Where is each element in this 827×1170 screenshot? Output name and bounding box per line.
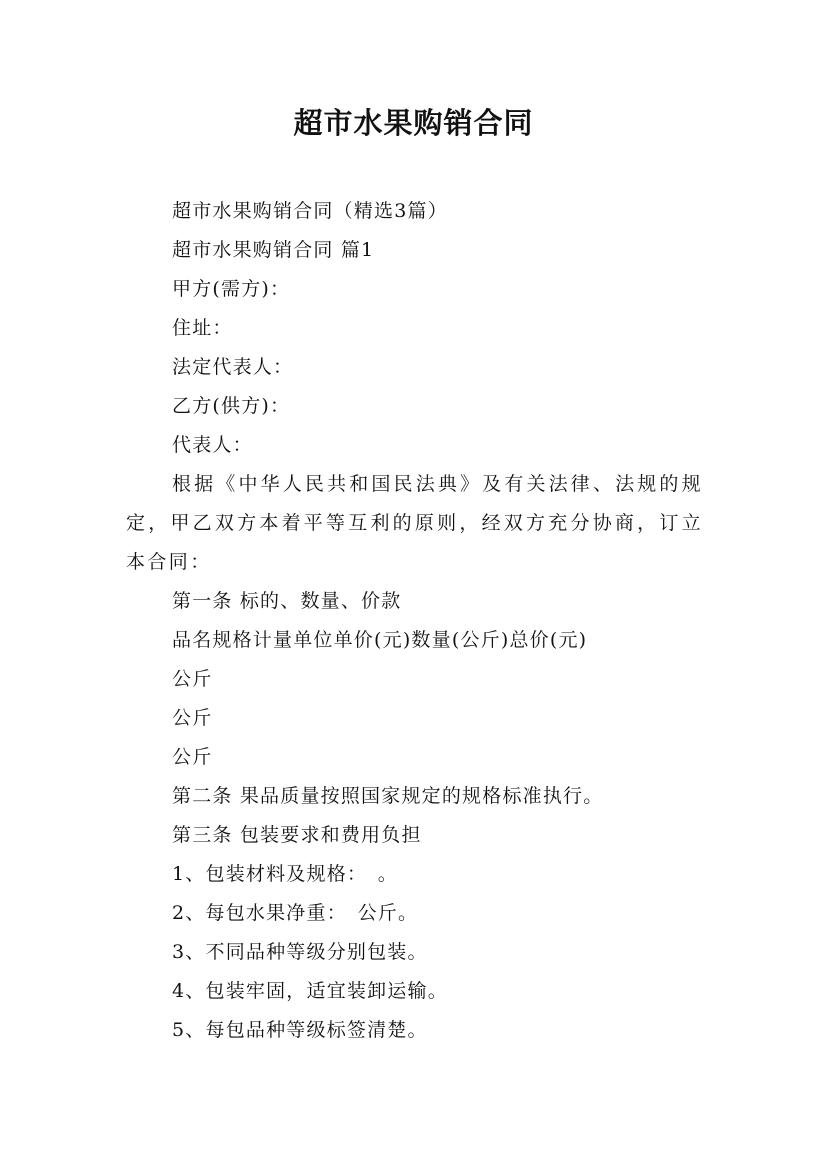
article-1-heading: 第一条 标的、数量、价款 xyxy=(172,590,402,612)
party-a-line: 甲方(需方)： xyxy=(172,278,291,300)
document-body xyxy=(126,192,703,1050)
document-title: 超市水果购销合同 xyxy=(293,106,534,140)
article-3-heading: 第三条 包装要求和费用负担 xyxy=(172,824,422,846)
party-b-line: 乙方(供方)： xyxy=(172,395,291,417)
article-3-item: 4、包装牢固，适宜装卸运输。 xyxy=(172,980,448,1002)
address-line: 住址： xyxy=(172,317,233,339)
article-3-item: 5、每包品种等级标签清楚。 xyxy=(172,1019,428,1041)
table-header-line: 品名规格计量单位单价(元)数量(公斤)总价(元) xyxy=(172,629,588,651)
article-2-line: 第二条 果品质量按照国家规定的规格标准执行。 xyxy=(172,785,604,807)
article-3-item: 3、不同品种等级分别包装。 xyxy=(172,941,428,963)
representative-line: 代表人： xyxy=(172,434,253,456)
article-3-item: 1、包装材料及规格： 。 xyxy=(172,863,398,885)
unit-line: 公斤 xyxy=(172,668,213,690)
section-heading: 超市水果购销合同 篇1 xyxy=(172,239,375,261)
unit-line: 公斤 xyxy=(172,746,213,768)
legal-representative-line: 法定代表人： xyxy=(172,356,294,378)
preamble-paragraph: 根据《中华人民共和国民法典》及有关法律、法规的规定，甲乙双方本着平等互利的原则，经双方充分协商，订立本合同： xyxy=(126,473,703,573)
article-3-item: 2、每包水果净重： 公斤。 xyxy=(172,902,419,924)
subtitle-line: 超市水果购销合同（精选3篇） xyxy=(172,200,448,222)
unit-line: 公斤 xyxy=(172,707,213,729)
